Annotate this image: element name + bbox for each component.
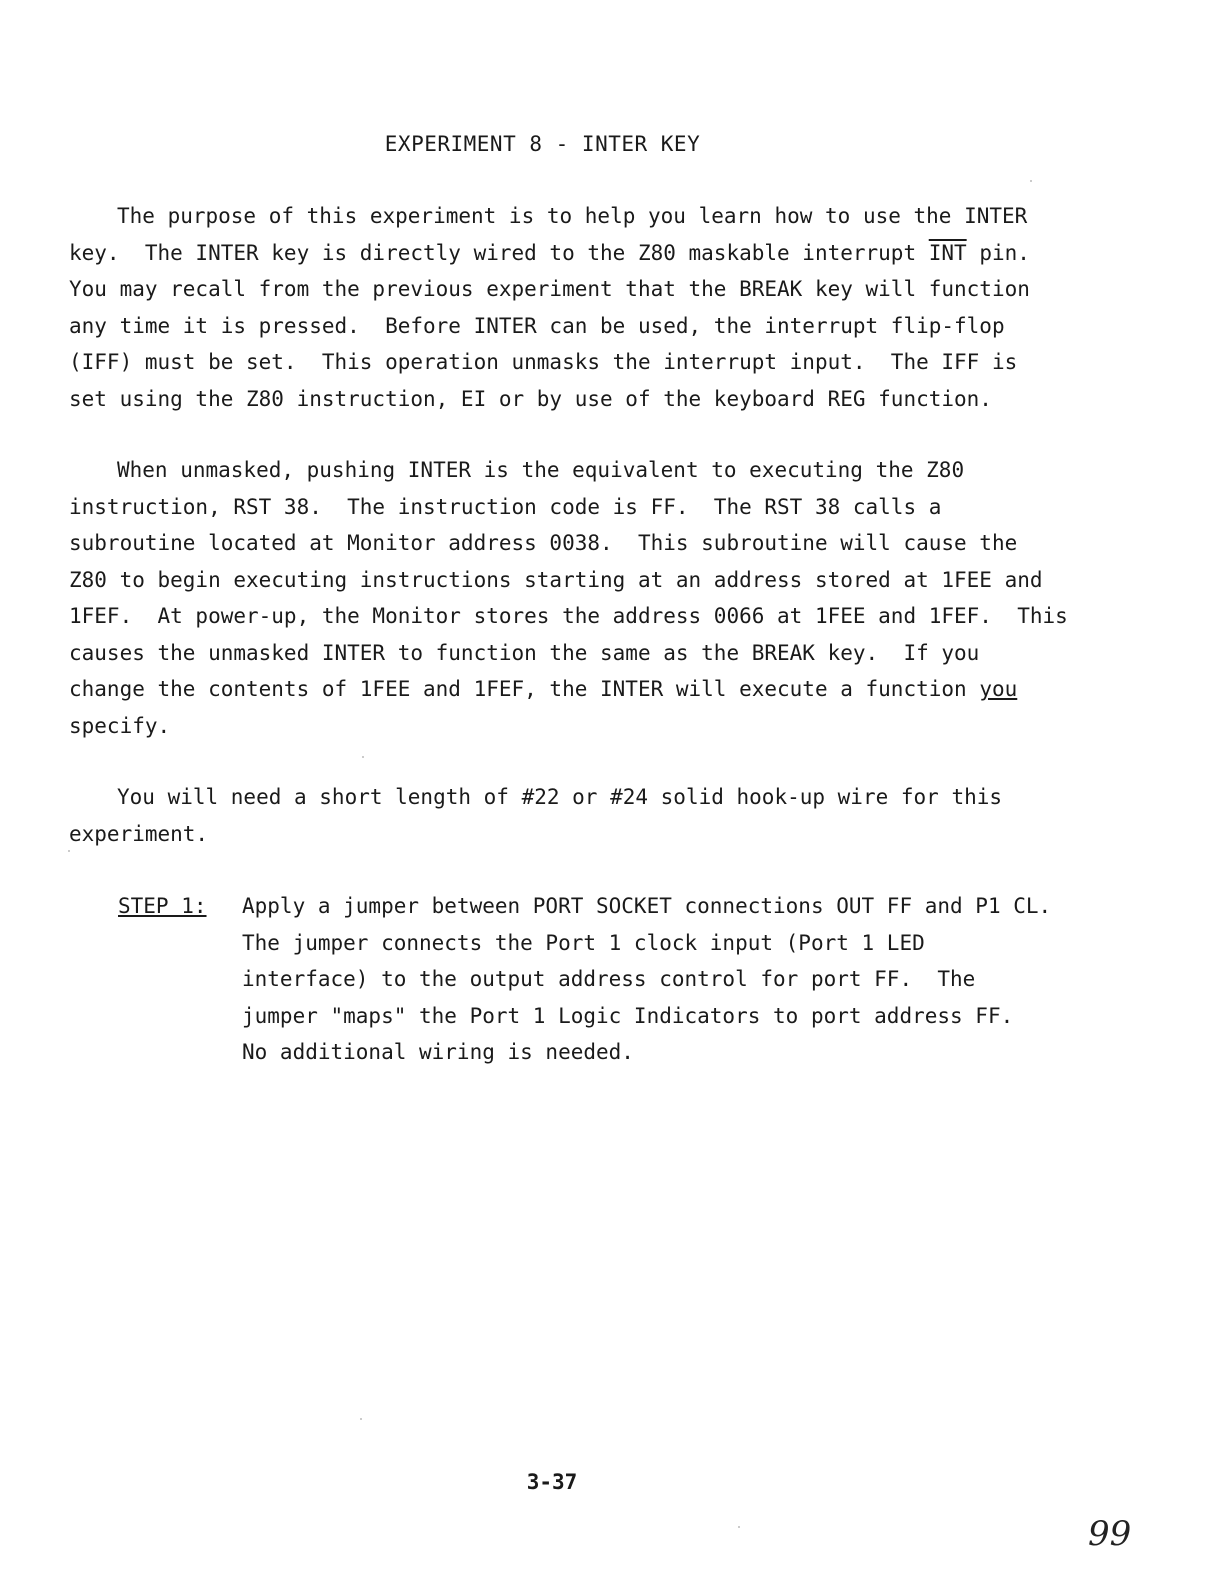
emphasized-word: you (979, 677, 1018, 701)
text-line (69, 308, 1021, 345)
text-line: The jumper connects the Port 1 clock input (Port 1 LED (242, 930, 925, 955)
handwritten-page-mark: 99 (1088, 1514, 1132, 1554)
text-line: No additional wiring is needed. (242, 1040, 634, 1064)
text-line: Z80 to begin executing instructions starting at an address stored at 1FEE and (69, 567, 1043, 592)
text-segment: key. The INTER key is directly wired to the Z80 maskable interrupt (69, 240, 929, 265)
text-line: interface) to the output address control for port FF. The (242, 967, 976, 991)
text-segment: pin. (966, 240, 1030, 265)
text-line: subroutine located at Monitor address 0038. This subroutine will cause the (69, 531, 1018, 555)
text-segment: any time it is pressed. Before INTER can be used, the interrupt flip-flop (69, 313, 1005, 338)
paragraph-purpose (69, 198, 1030, 417)
text-line: jumper "maps" the Port 1 Logic Indicators to port address FF. (242, 1003, 1014, 1028)
scan-speck (362, 756, 364, 758)
text-segment: set using the Z80 instruction, EI or by use of the keyboard REG function. (69, 386, 992, 411)
scan-speck (1030, 180, 1032, 182)
text-segment: You may recall from the previous experiment that the BREAK key will function (69, 277, 1030, 301)
text-line (69, 344, 1021, 381)
text-segment: change the contents of 1FEE and 1FEF, the INTER will execute a function (69, 677, 967, 701)
step-label: STEP 1: (118, 894, 207, 918)
text-line: Apply a jumper between PORT SOCKET connections OUT FF and P1 CL. (242, 894, 1052, 918)
text-line: instruction, RST 38. The instruction code is FF. The RST 38 calls a (69, 494, 942, 519)
text-line (69, 671, 1021, 708)
scan-speck (68, 850, 70, 852)
page-title: EXPERIMENT 8 - INTER KEY (384, 132, 701, 156)
text-segment: (IFF) must be set. This operation unmasks the interrupt input. The IFF is (69, 350, 1018, 374)
text-line (69, 381, 1021, 418)
text-line: specify. (69, 713, 171, 738)
scan-speck (360, 1418, 362, 1420)
paragraph-unmasked (69, 452, 1068, 744)
text-line: 1FEF. At power-up, the Monitor stores the address 0066 at 1FEE and 1FEF. This (69, 604, 1068, 628)
text-line: When unmasked, pushing INTER is the equivalent to executing the Z80 (117, 458, 965, 482)
scan-speck (738, 1526, 740, 1528)
text-line: You will need a short length of #22 or #24 solid hook-up wire for this (117, 785, 1003, 809)
page-number: 3-37 (526, 1470, 578, 1494)
text-line (69, 271, 1030, 308)
text-line (69, 235, 1030, 272)
text-segment: The purpose of this experiment is to help you learn how to use the INTER (117, 204, 1028, 228)
paragraph-wire (69, 779, 1021, 852)
step-body (242, 888, 1052, 1071)
int-pin-overline-label: $\overline{INT}$ (928, 240, 967, 265)
text-line: causes the unmasked INTER to function the same as the BREAK key. If you (69, 640, 980, 665)
text-line (69, 198, 1028, 235)
text-line: experiment. (69, 821, 209, 846)
